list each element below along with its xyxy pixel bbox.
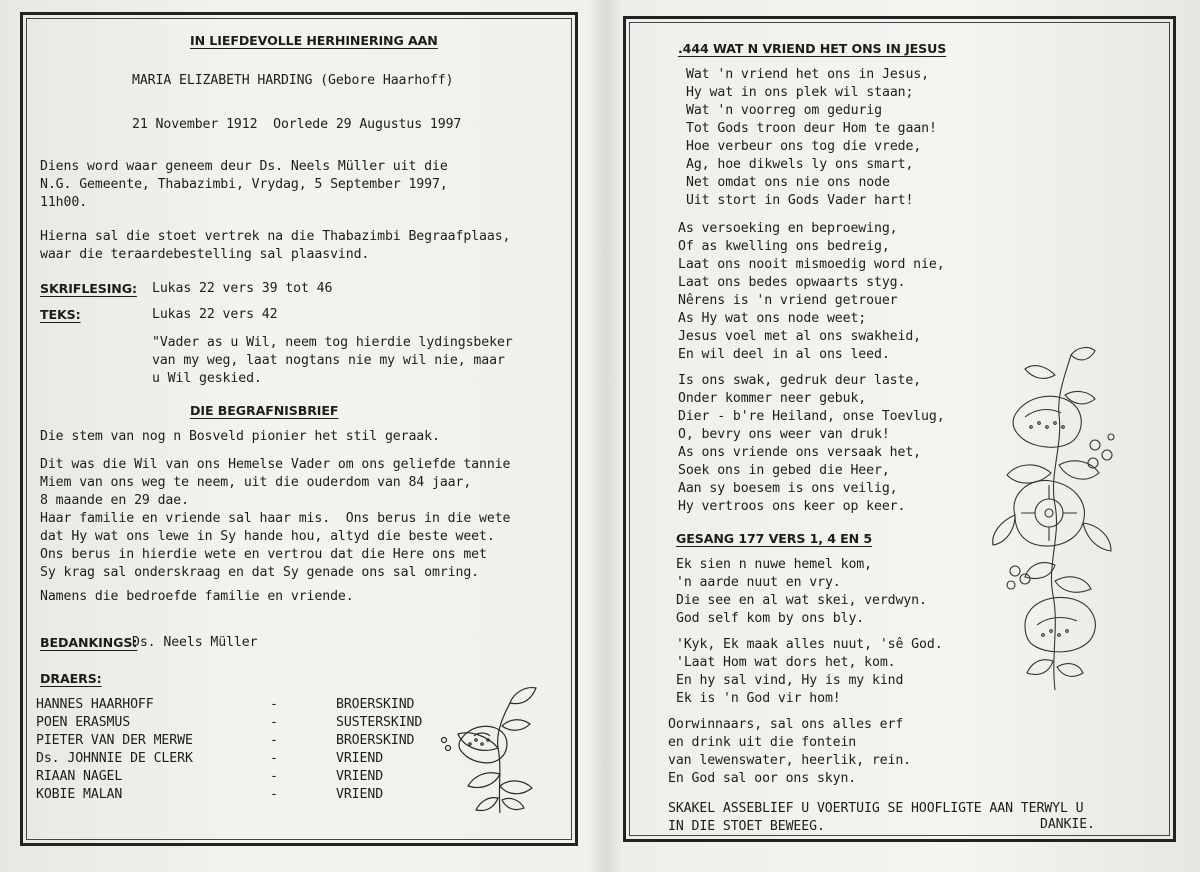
gesang-verse-1-line: 'n aarde nuut en vry. — [676, 575, 841, 590]
service-line-1: Diens word waar geneem deur Ds. Neels Müller uit die — [40, 159, 448, 174]
letter-line-5: dat Hy wat ons lewe in Sy hande hou, altyd die beste weet. — [40, 529, 495, 544]
stanza-1-line: Ag, hoe dikwels ly ons smart, — [686, 157, 914, 172]
procession-line-2: waar die teraardebestelling sal plaasvind. — [40, 247, 370, 262]
gesang-verse-1-line: Die see en al wat skei, verdwyn. — [676, 593, 927, 608]
stanza-3-line: Aan sy boesem is ons veilig, — [678, 481, 898, 496]
bearer-dash: - — [270, 697, 278, 712]
bearer-relation: VRIEND — [336, 751, 384, 766]
bearer-name: PIETER VAN DER MERWE — [36, 733, 193, 748]
service-line-2: N.G. Gemeente, Thabazimbi, Vrydag, 5 September 1997, — [40, 177, 448, 192]
letter-line-3: 8 maande en 29 dae. — [40, 493, 189, 508]
stanza-2-line: Nêrens is 'n vriend getrouer — [678, 293, 898, 308]
bearer-name: HANNES HAARHOFF — [36, 697, 154, 712]
reading-value: Lukas 22 vers 39 tot 46 — [152, 281, 333, 296]
stanza-1-line: Wat 'n voorreg om gedurig — [686, 103, 882, 118]
text-label: TEKS: — [40, 307, 81, 322]
gesang-verse-3-line: en drink uit die fontein — [668, 735, 857, 750]
quote-line-2: van my weg, laat nogtans nie my wil nie, maar — [152, 353, 505, 368]
bearer-name: POEN ERASMUS — [36, 715, 131, 730]
bearers-label: DRAERS: — [40, 671, 102, 686]
letter-line-1: Dit was die Wil van ons Hemelse Vader om ons geliefde tannie — [40, 457, 511, 472]
gesang-verse-1-line: God self kom by ons bly. — [676, 611, 865, 626]
stanza-3-line: Hy vertroos ons keer op keer. — [678, 499, 906, 514]
flower-sprig-icon — [440, 678, 550, 818]
gesang-verse-2-line: En hy sal vind, Hy is my kind — [676, 673, 904, 688]
deceased-name: MARIA ELIZABETH HARDING (Gebore Haarhoff) — [132, 73, 454, 88]
gesang-verse-2-line: Ek is 'n God vir hom! — [676, 691, 841, 706]
service-line-3: 11h00. — [40, 195, 88, 210]
gesang-heading: GESANG 177 VERS 1, 4 EN 5 — [676, 531, 873, 546]
quote-line-3: u Wil geskied. — [152, 371, 262, 386]
gesang-verse-3-line: van lewenswater, heerlik, rein. — [668, 753, 912, 768]
bearer-dash: - — [270, 733, 278, 748]
quote-line-1: "Vader as u Wil, neem tog hierdie lydingsbeker — [152, 335, 513, 350]
stanza-2-line: As Hy wat ons node weet; — [678, 311, 867, 326]
bearer-dash: - — [270, 715, 278, 730]
stanza-1-line: Hoe verbeur ons tog die vrede, — [686, 139, 922, 154]
flower-bouquet-icon — [985, 345, 1135, 695]
bearer-name: RIAAN NAGEL — [36, 769, 123, 784]
bearer-relation: VRIEND — [336, 787, 384, 802]
bearer-dash: - — [270, 769, 278, 784]
thanks-label: BEDANKINGS: — [40, 635, 138, 650]
thanks-value: Ds. Neels Müller — [132, 635, 258, 650]
stanza-3-line: Dier - b're Heiland, onse Toevlug, — [678, 409, 945, 424]
gesang-verse-3-line: Oorwinnaars, sal ons alles erf — [668, 717, 904, 732]
procession-line-1: Hierna sal die stoet vertrek na die Thabazimbi Begraafplaas, — [40, 229, 511, 244]
letter-heading: DIE BEGRAFNISBRIEF — [190, 403, 339, 418]
life-dates: 21 November 1912 Oorlede 29 Augustus 1997 — [132, 117, 462, 132]
hymn-heading: .444 WAT N VRIEND HET ONS IN JESUS — [678, 41, 947, 56]
letter-line-4: Haar familie en vriende sal haar mis. Ons berus in die wete — [40, 511, 511, 526]
stanza-1-line: Tot Gods troon deur Hom te gaan! — [686, 121, 937, 136]
bearer-relation: VRIEND — [336, 769, 384, 784]
stanza-1-line: Hy wat in ons plek wil staan; — [686, 85, 914, 100]
gesang-verse-2-line: 'Laat Hom wat dors het, kom. — [676, 655, 896, 670]
stanza-3-line: Soek ons in gebed die Heer, — [678, 463, 890, 478]
stanza-3-line: Onder kommer neer gebuk, — [678, 391, 867, 406]
bearer-name: Ds. JOHNNIE DE CLERK — [36, 751, 193, 766]
stanza-3-line: O, bevry ons weer van druk! — [678, 427, 890, 442]
stanza-3-line: As ons vriende ons versaak het, — [678, 445, 922, 460]
bearer-dash: - — [270, 751, 278, 766]
bearer-name: KOBIE MALAN — [36, 787, 123, 802]
headlights-notice-cont: IN DIE STOET BEWEEG. — [668, 819, 825, 834]
stanza-2-line: Laat ons bedes opwaarts styg. — [678, 275, 906, 290]
letter-line-7: Sy krag sal onderskraag en dat Sy genade ons sal omring. — [40, 565, 480, 580]
stanza-2-line: Jesus voel met al ons swakheid, — [678, 329, 922, 344]
stanza-1-line: Wat 'n vriend het ons in Jesus, — [686, 67, 930, 82]
memorial-heading: IN LIEFDEVOLLE HERHINERING AAN — [190, 33, 438, 48]
letter-line-2: Miem van ons weg te neem, uit die ouderdom van 84 jaar, — [40, 475, 472, 490]
headlights-notice: SKAKEL ASSEBLIEF U VOERTUIG SE HOOFLIGTE AAN TERWYL U — [668, 801, 1084, 816]
letter-intro: Die stem van nog n Bosveld pionier het stil geraak. — [40, 429, 440, 444]
footer-thanks: DANKIE. — [1040, 817, 1095, 832]
bearer-relation: BROERSKIND — [336, 697, 415, 712]
letter-line-6: Ons berus in hierdie wete en vertrou dat die Here ons met — [40, 547, 487, 562]
bearer-relation: BROERSKIND — [336, 733, 415, 748]
bearer-relation: SUSTERSKIND — [336, 715, 423, 730]
stanza-3-line: Is ons swak, gedruk deur laste, — [678, 373, 922, 388]
signoff: Namens die bedroefde familie en vriende. — [40, 589, 354, 604]
stanza-1-line: Net omdat ons nie ons node — [686, 175, 890, 190]
stanza-2-line: As versoeking en beproewing, — [678, 221, 898, 236]
gesang-verse-1-line: Ek sien n nuwe hemel kom, — [676, 557, 872, 572]
gesang-verse-2-line: 'Kyk, Ek maak alles nuut, 'sê God. — [676, 637, 943, 652]
text-value: Lukas 22 vers 42 — [152, 307, 278, 322]
reading-label: SKRIFLESING: — [40, 281, 137, 296]
bearer-dash: - — [270, 787, 278, 802]
stanza-1-line: Uit stort in Gods Vader hart! — [686, 193, 914, 208]
stanza-2-line: Laat ons nooit mismoedig word nie, — [678, 257, 945, 272]
gesang-verse-3-line: En God sal oor ons skyn. — [668, 771, 857, 786]
stanza-2-line: Of as kwelling ons bedreig, — [678, 239, 890, 254]
stanza-2-line: En wil deel in al ons leed. — [678, 347, 890, 362]
